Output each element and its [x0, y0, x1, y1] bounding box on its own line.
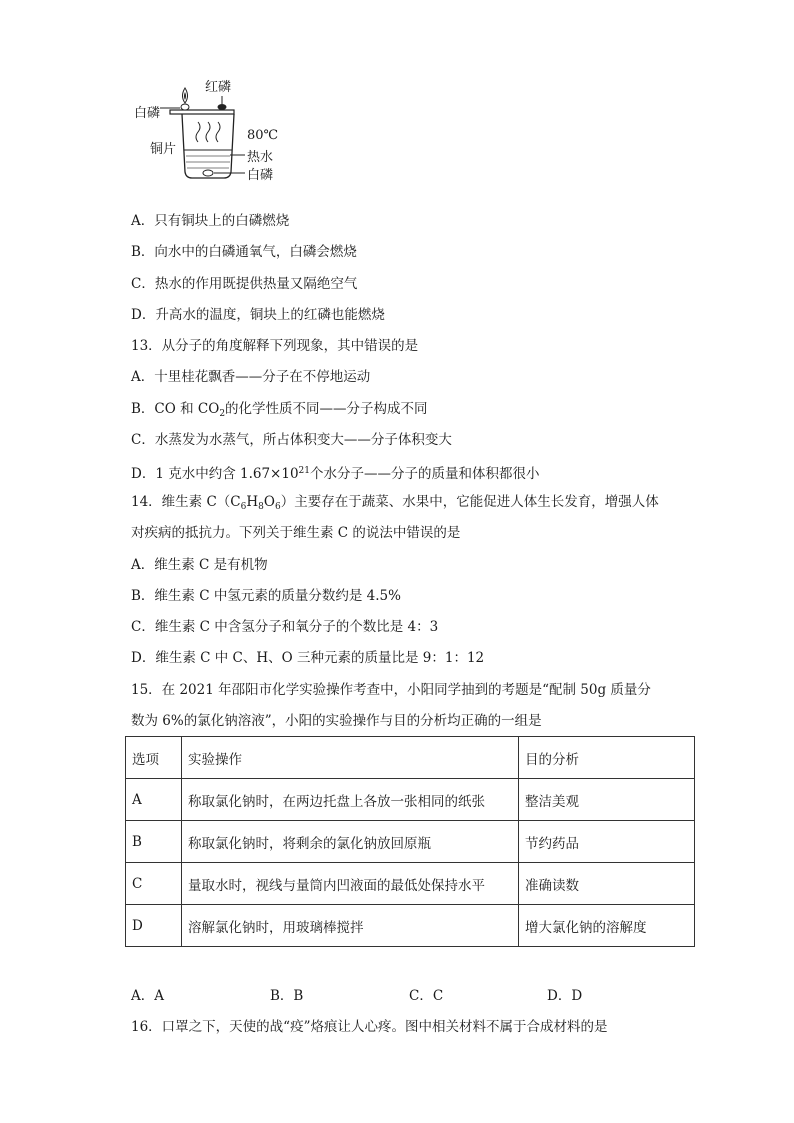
- cell-operation: 称取氯化钠时，将剩余的氯化钠放回原瓶: [182, 821, 519, 863]
- q14-stem-line2: 对疾病的抵抗力。下列关于维生素 C 的说法中错误的是: [131, 525, 461, 541]
- copper-plate: [170, 110, 234, 114]
- cell-purpose: 准确读数: [519, 863, 695, 905]
- label-white-phosphorus-bottom: 白磷: [247, 168, 274, 183]
- cell-option: A: [126, 779, 182, 821]
- cell-purpose: 整洁美观: [519, 779, 695, 821]
- header-operation: 实验操作: [182, 737, 519, 779]
- white-phosphorus-top: [181, 104, 189, 110]
- red-phosphorus: [218, 104, 227, 110]
- label-white-phosphorus-top: 白磷: [134, 106, 161, 121]
- label-copper: 铜片: [150, 142, 177, 157]
- table-row: [126, 779, 695, 821]
- table-row: [126, 821, 695, 863]
- label-hot-water: 热水: [247, 150, 274, 165]
- q12-option-a: A．只有铜块上的白磷燃烧: [131, 213, 290, 229]
- q15-answer-a: A．A: [131, 988, 164, 1004]
- q12-option-b: B．向水中的白磷通氧气，白磷会燃烧: [131, 244, 357, 260]
- q13-option-d: D．1 克水中约含 $1.67\times 10^{21}$个水分子——分子的质量和体积都很小: [131, 466, 540, 482]
- cell-operation: 量取水时，视线与量筒内凹液面的最低处保持水平: [182, 863, 519, 905]
- table-row: [126, 905, 695, 947]
- q12-option-c: C．热水的作用既提供热量又隔绝空气: [131, 276, 358, 292]
- q14-option-b: B．维生素 C 中氢元素的质量分数约是 4.5%: [131, 588, 401, 604]
- cell-purpose: 增大氯化钠的溶解度: [519, 905, 695, 947]
- table-row: [126, 863, 695, 905]
- q13-option-b: B．CO 和 $CO_2$的化学性质不同——分子构成不同: [131, 401, 428, 419]
- label-red-phosphorus: 红磷: [205, 80, 232, 95]
- cell-operation: 溶解氯化钠时，用玻璃棒搅拌: [182, 905, 519, 947]
- phosphorus-combustion-figure: [130, 72, 290, 187]
- q15-stem-line1: 15．在 2021 年邵阳市化学实验操作考查中，小阳同学抽到的考题是“配制 50g 质量分: [131, 682, 651, 698]
- cell-option: B: [126, 821, 182, 863]
- header-option: 选项: [126, 737, 182, 779]
- q15-answer-c: C．C: [409, 988, 444, 1004]
- table-header-row: [126, 737, 695, 779]
- q14-stem-line1: 14．维生素 $C(C_6H_8O_6)$主要存在于蔬菜、水果中，它能促进人体生长发育，增强人体: [131, 494, 659, 512]
- cell-purpose: 节约药品: [519, 821, 695, 863]
- label-temperature: 80℃: [247, 128, 279, 143]
- cell-option: D: [126, 905, 182, 947]
- q12-option-d: D．升高水的温度，铜块上的红磷也能燃烧: [131, 307, 385, 323]
- q14-option-a: A．维生素 C 是有机物: [131, 557, 268, 573]
- q14-option-d: D．维生素 C 中 C、H、O 三种元素的质量比是 9：1：12: [131, 650, 485, 666]
- q16-stem: 16．口罩之下，天使的战“疫”烙痕让人心疼。图中相关材料不属于合成材料的是: [131, 1019, 608, 1035]
- q15-answer-d: D．D: [547, 988, 583, 1004]
- q13-option-c: C．水蒸发为水蒸气，所占体积变大——分子体积变大: [131, 432, 452, 448]
- white-phosphorus-bottom: [203, 170, 213, 176]
- q15-answer-b: B．B: [270, 988, 304, 1004]
- header-purpose: 目的分析: [519, 737, 695, 779]
- q15-table: [125, 736, 695, 947]
- q15-stem-line2: 数为 6%的氯化钠溶液”，小阳的实验操作与目的分析均正确的一组是: [131, 713, 542, 729]
- cell-option: C: [126, 863, 182, 905]
- q14-option-c: C．维生素 C 中含氢分子和氧分子的个数比是 4：3: [131, 619, 439, 635]
- q13-stem: 13．从分子的角度解释下列现象，其中错误的是: [131, 338, 419, 354]
- cell-operation: 称取氯化钠时，在两边托盘上各放一张相同的纸张: [182, 779, 519, 821]
- q13-option-a: A．十里桂花飘香——分子在不停地运动: [131, 369, 371, 385]
